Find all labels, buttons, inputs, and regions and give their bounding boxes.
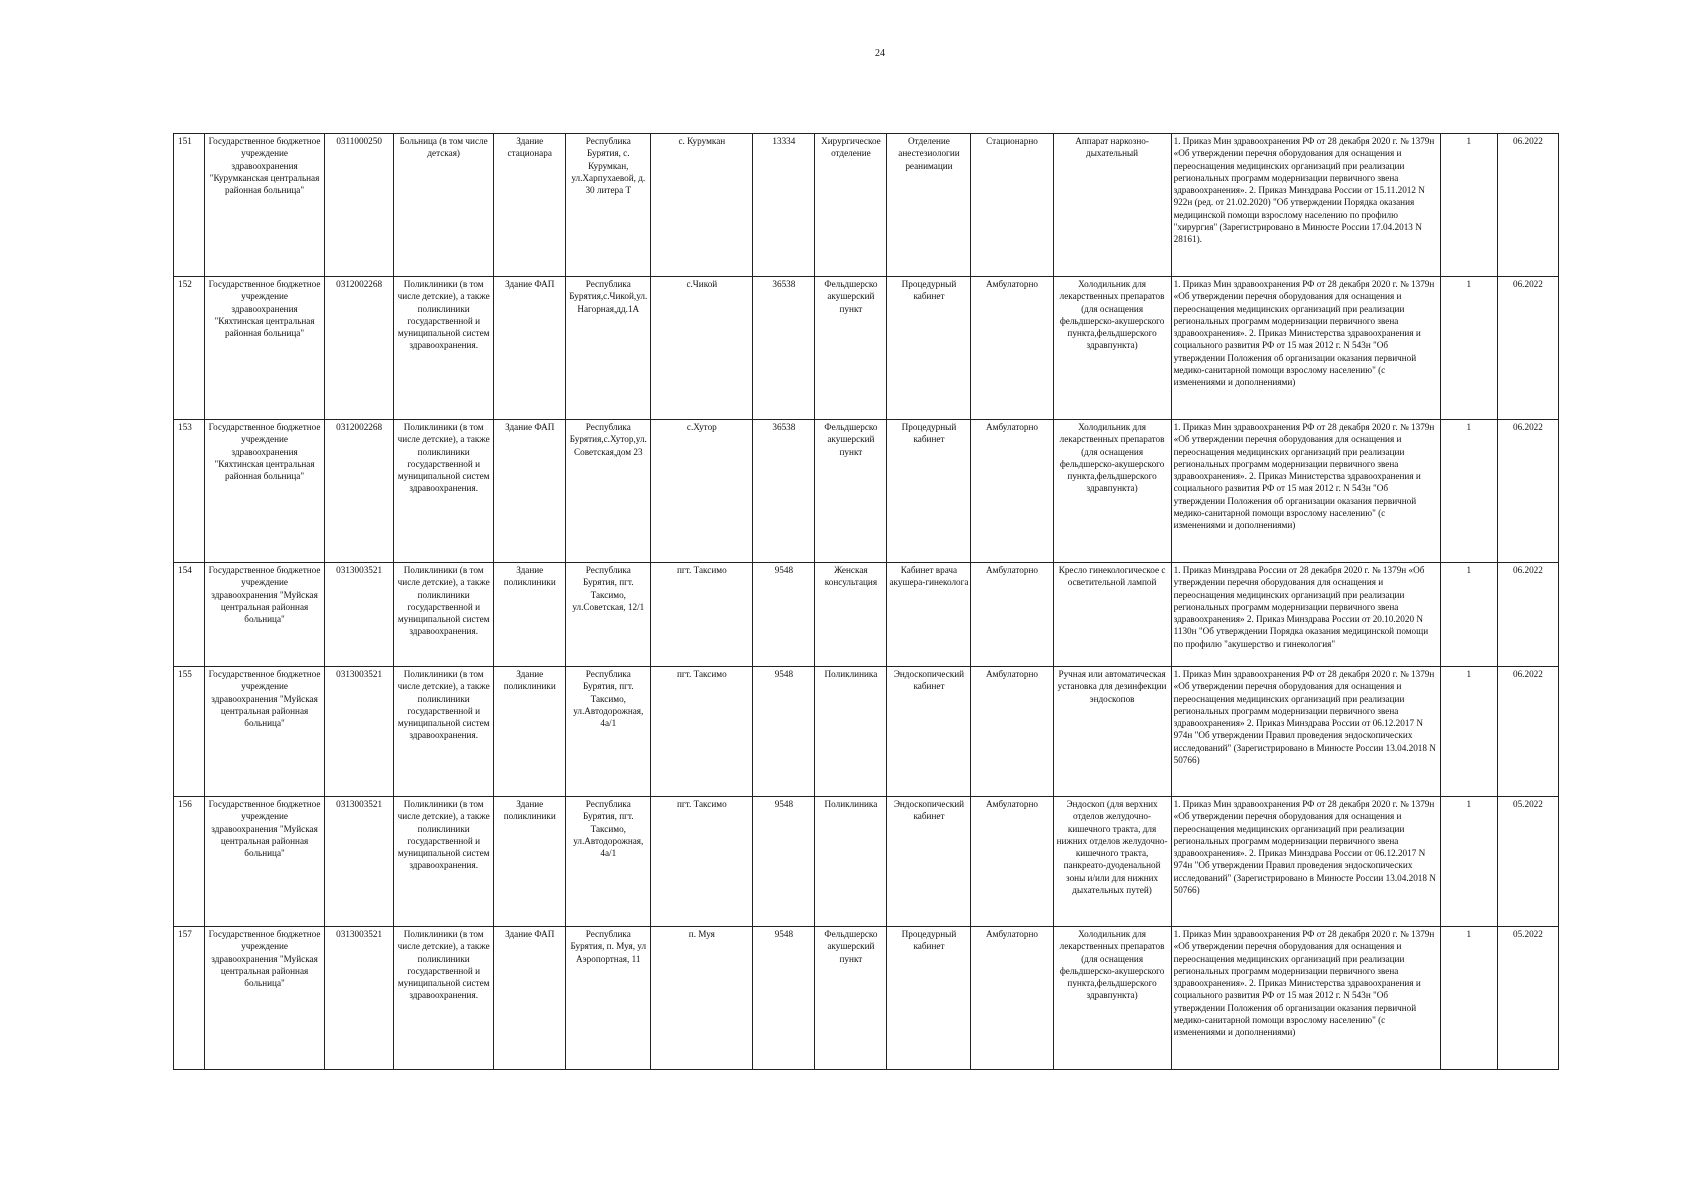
row-number: 153 (174, 420, 205, 563)
date: 05.2022 (1497, 797, 1558, 927)
institution-code: 0311000250 (325, 134, 394, 277)
building: Здание поликлиники (494, 563, 566, 667)
population: 9548 (753, 667, 815, 797)
subdivision: Процедурный кабинет (887, 420, 971, 563)
address: Республика Бурятия, пгт. Таксимо, ул.Советская, 12/1 (566, 563, 651, 667)
row-number: 155 (174, 667, 205, 797)
row-number: 152 (174, 277, 205, 420)
row-number: 151 (174, 134, 205, 277)
facility-type: Поликлиники (в том числе детские), а также поликлиники государственной и муниципальной систем здравоохранения. (394, 420, 494, 563)
care-mode: Амбулаторно (971, 667, 1053, 797)
equipment: Холодильник для лекарственных препаратов (для оснащения фельдшерско-акушерского пункта,фельдшерского здравпункта) (1053, 927, 1171, 1070)
quantity: 1 (1440, 797, 1497, 927)
address: Республика Бурятия,с.Хутор,ул.Советская,дом 23 (566, 420, 651, 563)
population: 36538 (753, 277, 815, 420)
care-mode: Амбулаторно (971, 277, 1053, 420)
building: Здание поликлиники (494, 797, 566, 927)
quantity: 1 (1440, 563, 1497, 667)
equipment: Холодильник для лекарственных препаратов (для оснащения фельдшерско-акушерского пункта,фельдшерского здравпункта) (1053, 420, 1171, 563)
equipment: Холодильник для лекарственных препаратов (для оснащения фельдшерско-акушерского пункта,фельдшерского здравпункта) (1053, 277, 1171, 420)
legal-basis: 1. Приказ Мин здравоохранения РФ от 28 декабря 2020 г. № 1379н «Об утверждении перечня оборудования для оснащения и переоснащения медицинских организаций при реализации региональных программ модернизации первичного звена здравоохранения». 2. Приказ Министерства здравоохранения и социального развития РФ от 15 мая 2012 г. N 543н "Об утверждении Положения об организации оказания первичной медико-санитарной помощи взрослому населению" (с изменениями и дополнениями) (1171, 927, 1440, 1070)
table-row (174, 797, 1559, 927)
address: Республика Бурятия,с.Чикой,ул.Нагорная,дд.1А (566, 277, 651, 420)
institution-code: 0312002268 (325, 277, 394, 420)
address: Республика Бурятия, пгт. Таксимо, ул.Автодорожная, 4а/1 (566, 667, 651, 797)
equipment: Ручная или автоматическая установка для дезинфекции эндоскопов (1053, 667, 1171, 797)
row-number: 154 (174, 563, 205, 667)
facility-type: Поликлиники (в том числе детские), а также поликлиники государственной и муниципальной систем здравоохранения. (394, 563, 494, 667)
row-number: 156 (174, 797, 205, 927)
institution-code: 0313003521 (325, 797, 394, 927)
building: Здание ФАП (494, 927, 566, 1070)
institution-name: Государственное бюджетное учреждение здравоохранения "Муйская центральная районная больница" (205, 927, 325, 1070)
legal-basis: 1. Приказ Мин здравоохранения РФ от 28 декабря 2020 г. № 1379н «Об утверждении перечня оборудования для оснащения и переоснащения медицинских организаций при реализации региональных программ модернизации первичного звена здравоохранения». 2. Приказ Министерства здравоохранения и социального развития РФ от 15 мая 2012 г. N 543н "Об утверждении Положения об организации оказания первичной медико-санитарной помощи взрослому населению" (с изменениями и дополнениями) (1171, 277, 1440, 420)
institution-name: Государственное бюджетное учреждение здравоохранения "Муйская центральная районная больница" (205, 797, 325, 927)
facility-type: Поликлиники (в том числе детские), а также поликлиники государственной и муниципальной систем здравоохранения. (394, 927, 494, 1070)
address: Республика Бурятия, п. Муя, ул Аэропортная, 11 (566, 927, 651, 1070)
department: Поликлиника (815, 667, 887, 797)
table-row (174, 667, 1559, 797)
population: 13334 (753, 134, 815, 277)
subdivision: Отделение анестезиологии реанимации (887, 134, 971, 277)
table-row (174, 134, 1559, 277)
institution-name: Государственное бюджетное учреждение здравоохранения "Муйская центральная районная больница" (205, 667, 325, 797)
department: Женская консультация (815, 563, 887, 667)
address: Республика Бурятия, с. Курумкан, ул.Харпухаевой, д. 30 литера Т (566, 134, 651, 277)
legal-basis: 1. Приказ Минздрава России от 28 декабря 2020 г. № 1379н «Об утверждении перечня оборудования для оснащения и переоснащения медицинских организаций при реализации региональных программ модернизации первичного звена здравоохранения» 2. Приказ Минздрава России от 20.10.2020 N 1130н "Об утверждении Порядка оказания медицинской помощи по профилю "акушерство и гинекология" (1171, 563, 1440, 667)
institution-name: Государственное бюджетное учреждение здравоохранения "Кяхтинская центральная районная больница" (205, 277, 325, 420)
institution-code: 0313003521 (325, 927, 394, 1070)
quantity: 1 (1440, 134, 1497, 277)
settlement: п. Муя (651, 927, 753, 1070)
building: Здание поликлиники (494, 667, 566, 797)
department: Хирургическое отделение (815, 134, 887, 277)
facility-type: Поликлиники (в том числе детские), а также поликлиники государственной и муниципальной систем здравоохранения. (394, 277, 494, 420)
quantity: 1 (1440, 277, 1497, 420)
date: 06.2022 (1497, 277, 1558, 420)
date: 06.2022 (1497, 667, 1558, 797)
settlement: пгт. Таксимо (651, 797, 753, 927)
settlement: пгт. Таксимо (651, 563, 753, 667)
subdivision: Процедурный кабинет (887, 927, 971, 1070)
population: 36538 (753, 420, 815, 563)
date: 06.2022 (1497, 563, 1558, 667)
settlement: с. Курумкан (651, 134, 753, 277)
population: 9548 (753, 563, 815, 667)
care-mode: Амбулаторно (971, 927, 1053, 1070)
equipment: Эндоскоп (для верхних отделов желудочно-кишечного тракта, для нижних отделов желудочно-кишечного тракта, панкреато-дуоденальной зоны и/или для нижних дыхательных путей) (1053, 797, 1171, 927)
quantity: 1 (1440, 927, 1497, 1070)
date: 05.2022 (1497, 927, 1558, 1070)
institution-code: 0313003521 (325, 667, 394, 797)
building: Здание ФАП (494, 277, 566, 420)
institution-code: 0312002268 (325, 420, 394, 563)
legal-basis: 1. Приказ Мин здравоохранения РФ от 28 декабря 2020 г. № 1379н «Об утверждении перечня оборудования для оснащения и переоснащения медицинских организаций при реализации региональных программ модернизации первичного звена здравоохранения» 2. Приказ Минздрава России от 06.12.2017 N 974н "Об утверждении Правил проведения эндоскопических исследований" (Зарегистрировано в Минюсте России 13.04.2018 N 50766) (1171, 667, 1440, 797)
care-mode: Амбулаторно (971, 797, 1053, 927)
settlement: с.Хутор (651, 420, 753, 563)
equipment: Кресло гинекологическое с осветительной лампой (1053, 563, 1171, 667)
care-mode: Амбулаторно (971, 420, 1053, 563)
quantity: 1 (1440, 667, 1497, 797)
table-row (174, 277, 1559, 420)
institution-code: 0313003521 (325, 563, 394, 667)
table-row (174, 927, 1559, 1070)
population: 9548 (753, 927, 815, 1070)
care-mode: Амбулаторно (971, 563, 1053, 667)
table-row (174, 563, 1559, 667)
row-number: 157 (174, 927, 205, 1070)
department: Фельдшерско акушерский пункт (815, 420, 887, 563)
facility-type: Поликлиники (в том числе детские), а также поликлиники государственной и муниципальной систем здравоохранения. (394, 797, 494, 927)
care-mode: Стационарно (971, 134, 1053, 277)
subdivision: Процедурный кабинет (887, 277, 971, 420)
department: Фельдшерско акушерский пункт (815, 927, 887, 1070)
table-row (174, 420, 1559, 563)
legal-basis: 1. Приказ Мин здравоохранения РФ от 28 декабря 2020 г. № 1379н «Об утверждении перечня оборудования для оснащения и переоснащения медицинских организаций при реализации региональных программ модернизации первичного звена здравоохранения». 2. Приказ Минздрава России от 15.11.2012 N 922н (ред. от 21.02.2020) "Об утверждении Порядка оказания медицинской помощи взрослому населению по профилю "хирургия" (Зарегистрировано в Минюсте России 17.04.2013 N 28161). (1171, 134, 1440, 277)
building: Здание ФАП (494, 420, 566, 563)
institution-name: Государственное бюджетное учреждение здравоохранения "Муйская центральная районная больница" (205, 563, 325, 667)
legal-basis: 1. Приказ Мин здравоохранения РФ от 28 декабря 2020 г. № 1379н «Об утверждении перечня оборудования для оснащения и переоснащения медицинских организаций при реализации региональных программ модернизации первичного звена здравоохранения». 2. Приказ Министерства здравоохранения и социального развития РФ от 15 мая 2012 г. N 543н "Об утверждении Положения об организации оказания первичной медико-санитарной помощи взрослому населению" (с изменениями и дополнениями) (1171, 420, 1440, 563)
address: Республика Бурятия, пгт. Таксимо, ул.Автодорожная, 4а/1 (566, 797, 651, 927)
institution-name: Государственное бюджетное учреждение здравоохранения "Кяхтинская центральная районная больница" (205, 420, 325, 563)
subdivision: Кабинет врача акушера-гинеколога (887, 563, 971, 667)
date: 06.2022 (1497, 134, 1558, 277)
subdivision: Эндоскопический кабинет (887, 797, 971, 927)
department: Фельдшерско акушерский пункт (815, 277, 887, 420)
institution-name: Государственное бюджетное учреждение здравоохранения "Курумканская центральная районная больница" (205, 134, 325, 277)
population: 9548 (753, 797, 815, 927)
building: Здание стационара (494, 134, 566, 277)
legal-basis: 1. Приказ Мин здравоохранения РФ от 28 декабря 2020 г. № 1379н «Об утверждении перечня оборудования для оснащения и переоснащения медицинских организаций при реализации региональных программ модернизации первичного звена здравоохранения». 2. Приказ Минздрава России от 06.12.2017 N 974н "Об утверждении Правил проведения эндоскопических исследований" (Зарегистрировано в Минюсте России 13.04.2018 N 50766) (1171, 797, 1440, 927)
settlement: пгт. Таксимо (651, 667, 753, 797)
settlement: с.Чикой (651, 277, 753, 420)
quantity: 1 (1440, 420, 1497, 563)
facility-type: Больница (в том числе детская) (394, 134, 494, 277)
facility-type: Поликлиники (в том числе детские), а также поликлиники государственной и муниципальной систем здравоохранения. (394, 667, 494, 797)
subdivision: Эндоскопический кабинет (887, 667, 971, 797)
equipment-table (173, 133, 1559, 1070)
department: Поликлиника (815, 797, 887, 927)
page-number: 24 (875, 48, 885, 59)
date: 06.2022 (1497, 420, 1558, 563)
equipment: Аппарат наркозно-дыхательный (1053, 134, 1171, 277)
